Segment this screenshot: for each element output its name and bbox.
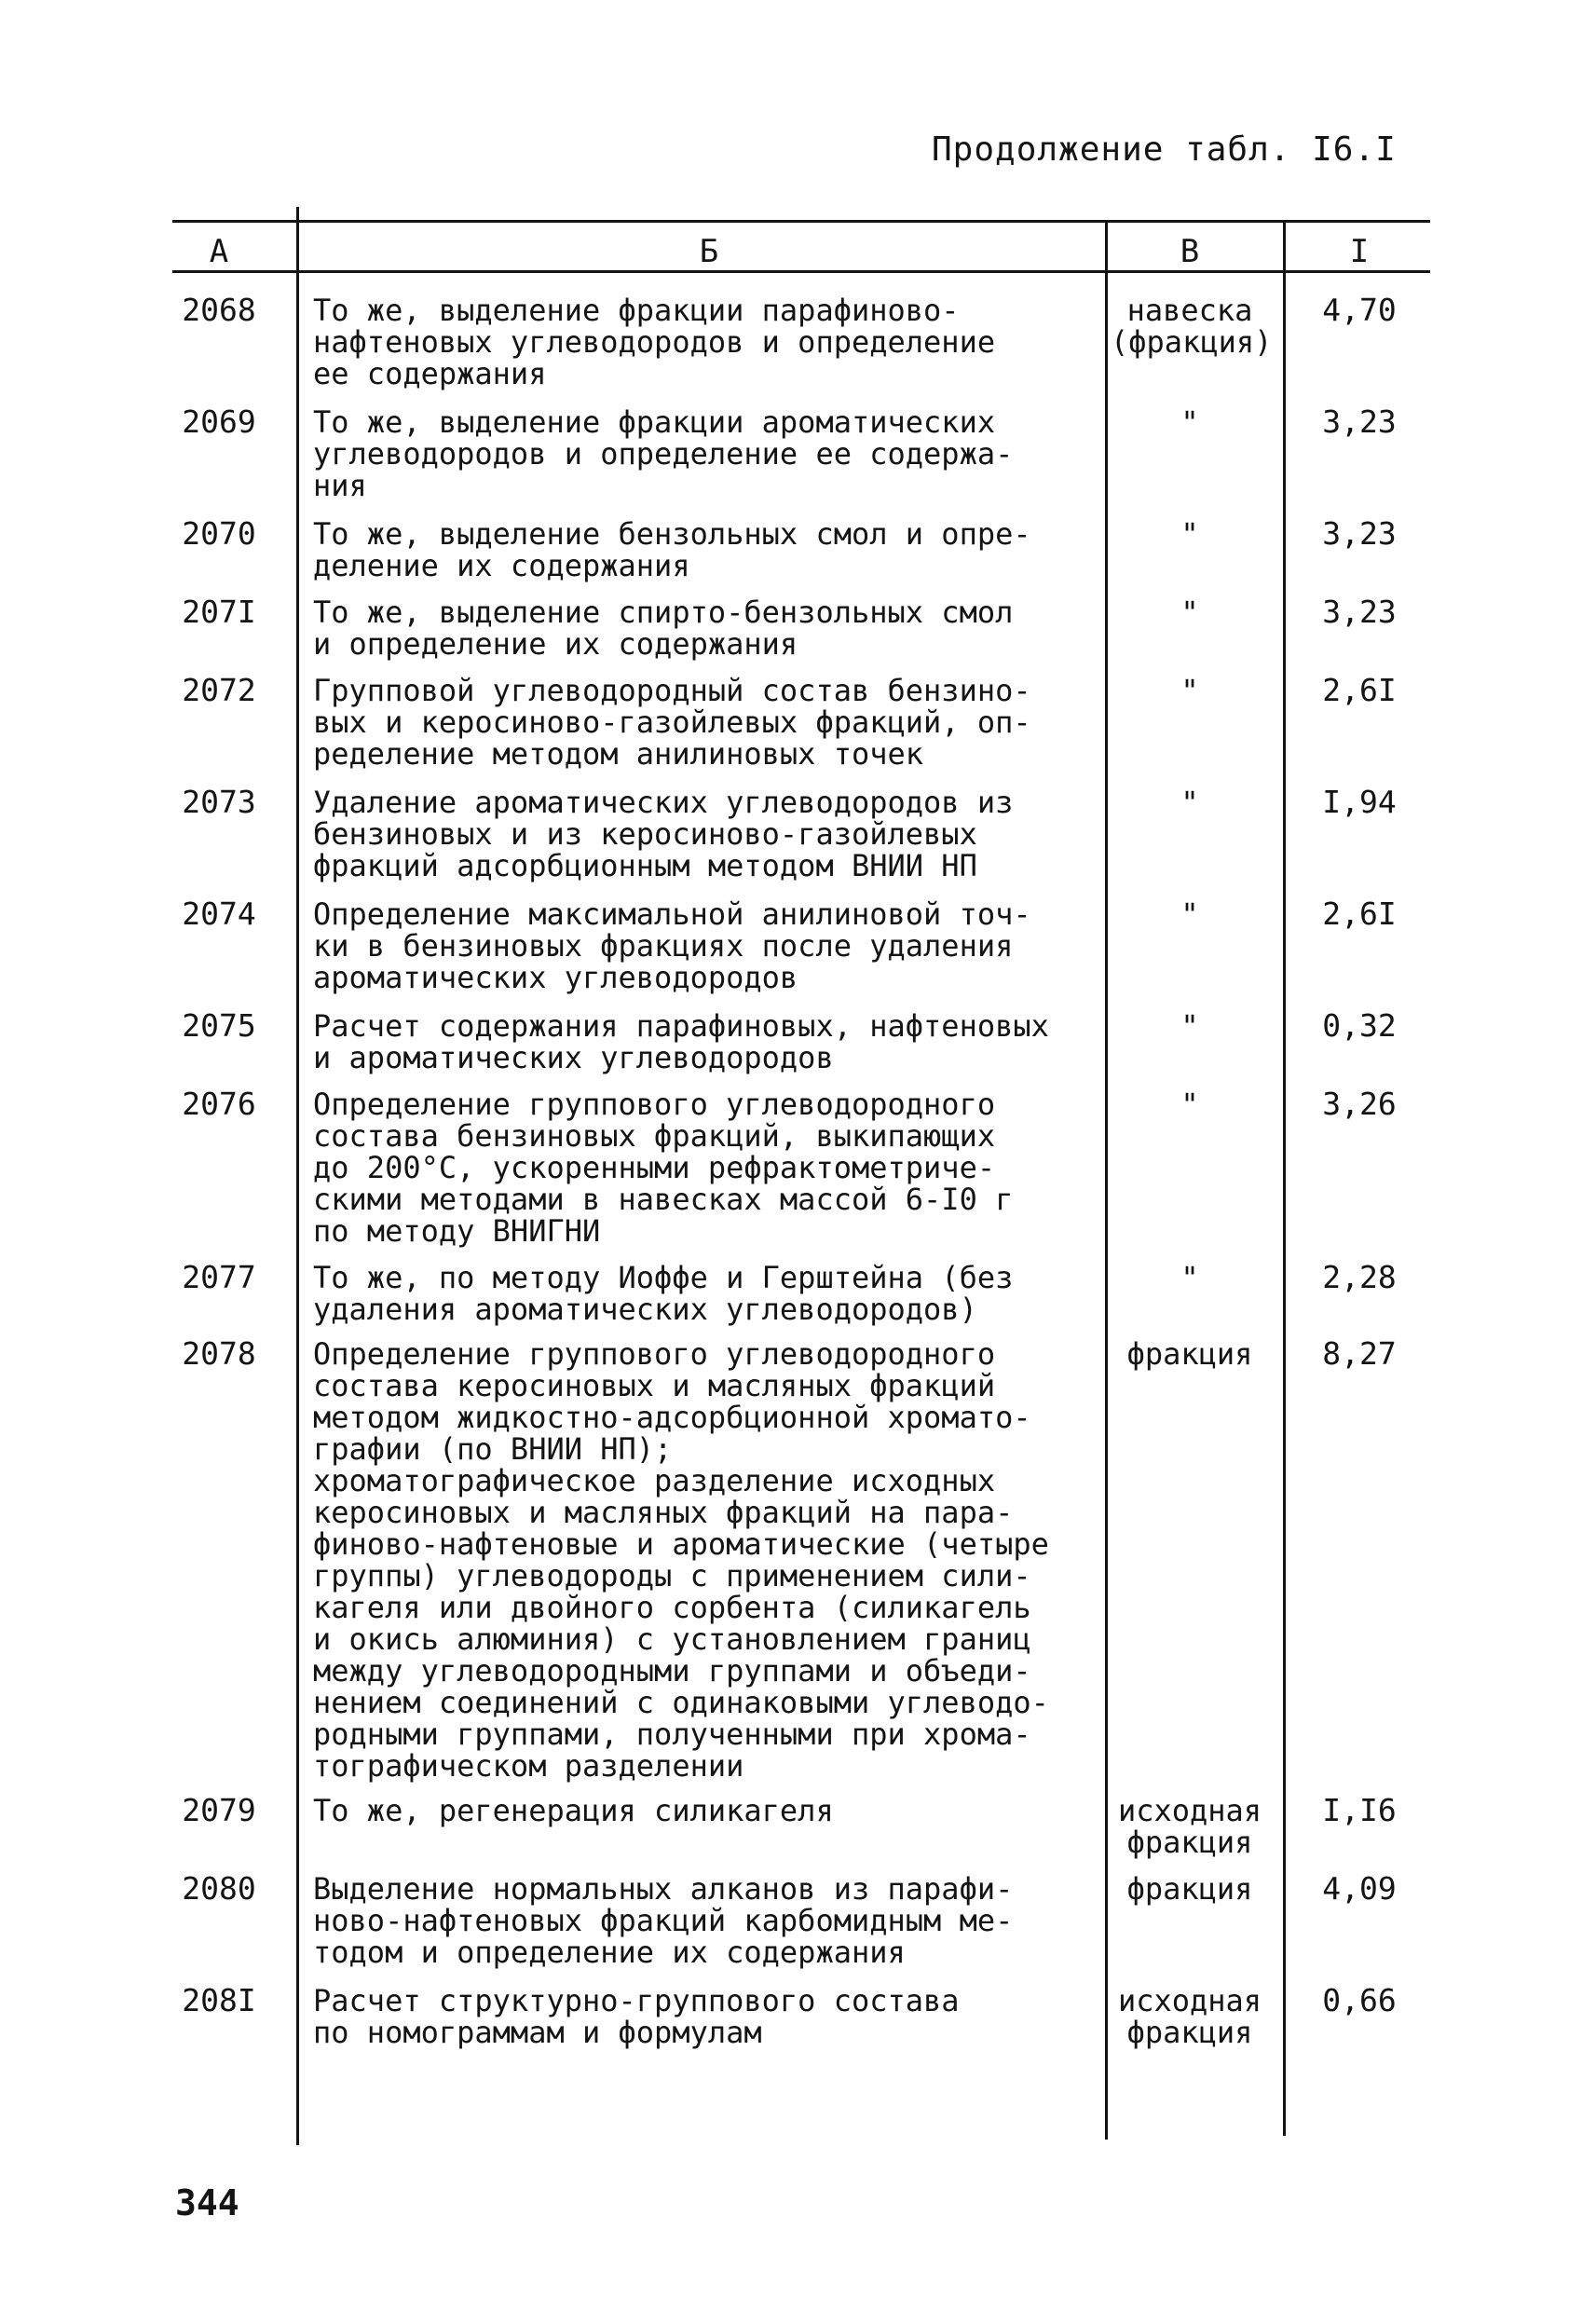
row-unit: навеска (фракция) xyxy=(1111,293,1273,360)
row-unit: исходная фракция xyxy=(1117,1793,1262,1860)
row-description: То же, выделение спирто-бензольных смол и определение их содержания xyxy=(313,595,1014,662)
column-header-i: I xyxy=(1349,233,1370,270)
row-value: 2,6I xyxy=(1322,672,1397,708)
row-unit: фракция xyxy=(1126,1336,1253,1372)
row-code: 2072 xyxy=(182,672,256,708)
row-code: 2080 xyxy=(182,1870,256,1907)
row-value: 4,09 xyxy=(1322,1870,1397,1907)
row-description: То же, выделение бензольных смол и опре- деление их содержания xyxy=(313,516,1031,583)
row-description: Удаление ароматических углеводородов из бензиновых и из керосиново-газойлевых фракций адсорбционным методом ВНИИ НП xyxy=(313,785,1014,883)
column-header-b: Б xyxy=(699,233,719,270)
row-value: 3,26 xyxy=(1322,1086,1397,1122)
row-value: 2,6I xyxy=(1322,896,1397,932)
row-code: 207I xyxy=(182,594,256,630)
row-description: То же, по методу Иоффе и Герштейна (без удаления ароматических углеводородов) xyxy=(313,1260,1014,1327)
row-unit: фракция xyxy=(1126,1871,1253,1907)
row-code: 2078 xyxy=(182,1335,256,1372)
row-description: Выделение нормальных алканов из парафи- ново-нафтеновых фракций карбомидным ме- тодом и определение их содержания xyxy=(313,1871,1014,1970)
column-divider-a-b xyxy=(296,207,299,2145)
row-code: 208I xyxy=(182,1982,256,2018)
row-value: 2,28 xyxy=(1322,1259,1397,1295)
row-unit: исходная фракция xyxy=(1117,1983,1262,2050)
row-value: 0,32 xyxy=(1322,1007,1397,1044)
row-code: 2077 xyxy=(182,1259,256,1295)
row-description: Определение группового углеводородного состава бензиновых фракций, выкипающих до 200°С, ускоренными рефрактометриче- скими методами в навесках массой 6-I0 г по методу ВНИГНИ xyxy=(313,1087,1014,1249)
row-code: 2074 xyxy=(182,896,256,932)
row-description: То же, выделение фракции парафиново- нафтеновых углеводородов и определение ее содержания xyxy=(313,293,996,391)
row-value: 3,23 xyxy=(1322,403,1397,440)
row-description: Расчет структурно-группового состава по номограммам и формулам xyxy=(313,1983,960,2050)
column-header-v: В xyxy=(1180,233,1200,270)
column-divider-b-v xyxy=(1105,220,1108,2140)
table-continuation-header: Продолжение табл. I6.I xyxy=(932,130,1397,169)
row-unit: " xyxy=(1180,404,1199,440)
row-unit: " xyxy=(1180,785,1199,820)
row-value: 3,23 xyxy=(1322,594,1397,630)
row-value: 8,27 xyxy=(1322,1335,1397,1372)
row-description: То же, регенерация силикагеля xyxy=(313,1793,834,1828)
page-number: 344 xyxy=(175,2182,239,2223)
row-code: 2070 xyxy=(182,515,256,552)
row-unit: " xyxy=(1180,673,1199,708)
table-top-rule xyxy=(172,220,1430,223)
column-divider-v-i xyxy=(1283,220,1286,2136)
row-code: 2068 xyxy=(182,292,256,328)
row-unit: " xyxy=(1180,1260,1199,1295)
row-description: То же, выделение фракции ароматических углеводородов и определение ее содержа- ния xyxy=(313,404,1014,503)
table-header-rule xyxy=(172,270,1430,273)
column-header-a: А xyxy=(209,233,229,270)
row-unit: " xyxy=(1180,1008,1199,1044)
row-value: 0,66 xyxy=(1322,1982,1397,2018)
row-description: Определение группового углеводородного состава керосиновых и масляных фракций методом жидкостно-адсорбционной хромато- графии (по ВНИИ НП); хроматографическое разделение исходных керосиновых и масляных фракций на пара- финово-нафтеновые и ароматические (четыре группы) углеводороды с применением сили- кагеля или двойного сорбента (силикагель и окись алюминия) с установлением границ между углеводородными группами и объеди- нением соединений с одинаковыми углеводо- родными группами, полученными при хрома- тографическом разделении xyxy=(313,1336,1049,1784)
row-unit: " xyxy=(1180,896,1199,932)
row-code: 2079 xyxy=(182,1792,256,1828)
row-unit: " xyxy=(1180,516,1199,552)
row-description: Расчет содержания парафиновых, нафтеновых и ароматических углеводородов xyxy=(313,1008,1049,1075)
row-code: 2073 xyxy=(182,784,256,820)
row-value: I,94 xyxy=(1322,784,1397,820)
row-code: 2075 xyxy=(182,1007,256,1044)
row-value: I,I6 xyxy=(1322,1792,1397,1828)
row-description: Групповой углеводородный состав бензино- вых и керосиново-газойлевых фракций, оп- ределение методом анилиновых точек xyxy=(313,673,1031,772)
row-value: 4,70 xyxy=(1322,292,1397,328)
row-description: Определение максимальной анилиновой точ- ки в бензиновых фракциях после удаления ароматических углеводородов xyxy=(313,896,1031,995)
row-code: 2069 xyxy=(182,403,256,440)
row-value: 3,23 xyxy=(1322,515,1397,552)
row-code: 2076 xyxy=(182,1086,256,1122)
row-unit: " xyxy=(1180,595,1199,630)
row-unit: " xyxy=(1180,1087,1199,1122)
